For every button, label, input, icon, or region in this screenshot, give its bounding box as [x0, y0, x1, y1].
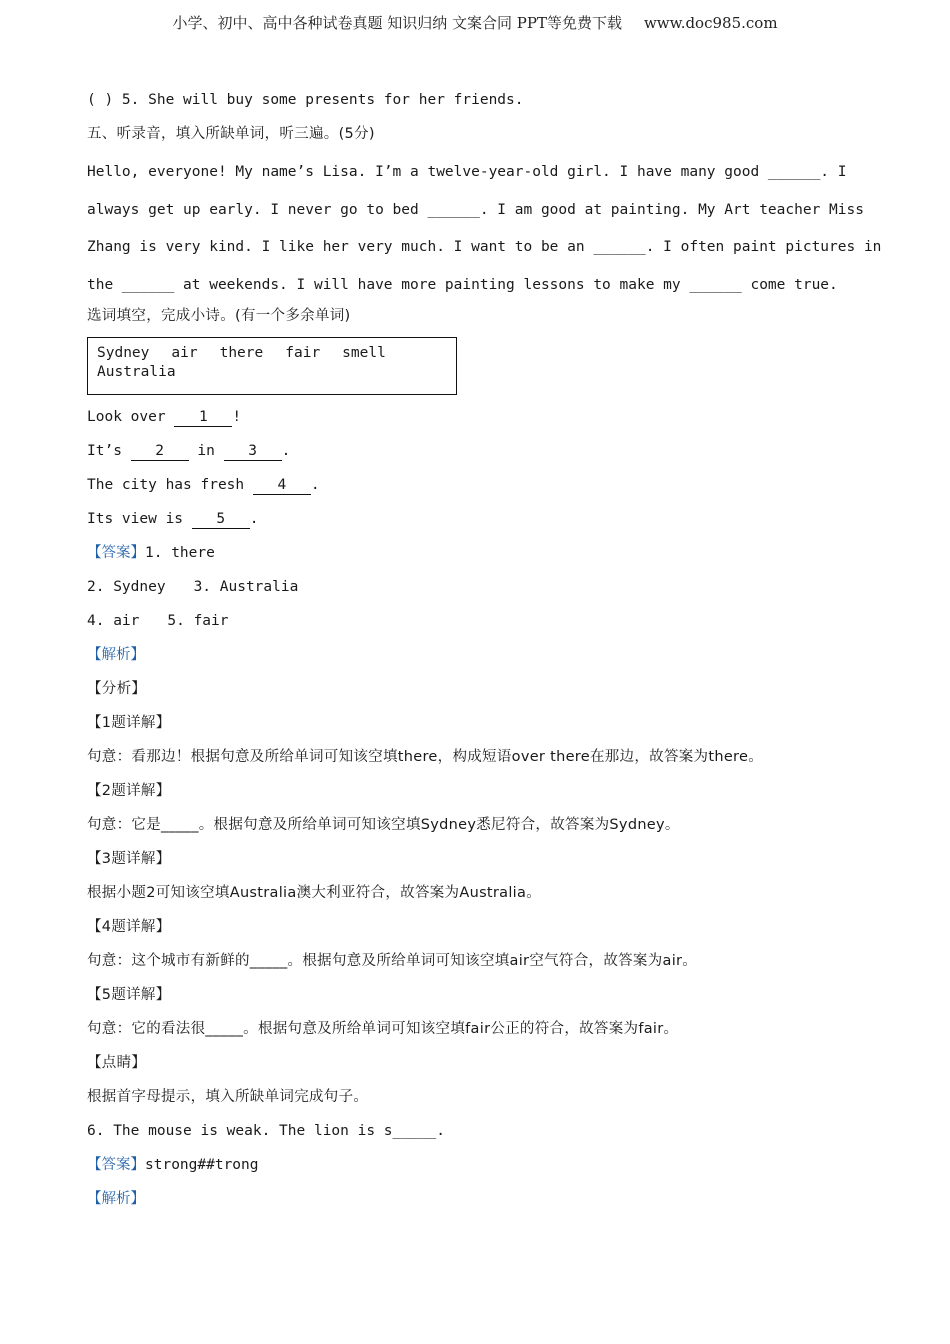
page-header	[0, 12, 950, 33]
detail-4-text: 句意：这个城市有新鲜的_____。根据句意及所给单词可知该空填air空气符合，故答案为air。	[87, 953, 698, 969]
poem-instruction: 选词填空，完成小诗。(有一个多余单词)	[87, 308, 351, 324]
poem-text: in	[188, 443, 224, 459]
poem	[87, 405, 862, 531]
analysis-tag: 【解析】	[87, 1191, 145, 1207]
passage-line-4: the ______ at weekends. I will have more painting lessons to make my ______ come true.	[87, 276, 838, 293]
next-instruction: 根据首字母提示，填入所缺单词完成句子。	[87, 1089, 369, 1105]
section-5-title: 五、听录音，填入所缺单词，听三遍。(5分)	[87, 126, 375, 142]
poem-text: .	[310, 477, 320, 493]
header-site: www.doc985.com	[643, 14, 778, 32]
q6-answer: strong##trong	[145, 1157, 259, 1173]
answer-4: 4. air	[87, 613, 140, 629]
poem-blank-4: 4	[253, 476, 311, 495]
word-fair: fair	[285, 345, 321, 361]
answer-line-3	[87, 609, 862, 633]
poem-text: Its view is	[87, 511, 192, 527]
q6-answer-line	[87, 1153, 862, 1177]
passage-line-3: Zhang is very kind. I like her very much. I want to be an ______. I often paint pictures in	[87, 239, 882, 255]
passage-line-1: Hello, everyone! My name’s Lisa. I’m a twelve-year-old girl. I have many good ______. I	[87, 164, 847, 180]
detail-4-title: 【4题详解】	[87, 919, 171, 935]
header-title: 小学、初中、高中各种试卷真题 知识归纳 文案合同 PPT等免费下载	[172, 14, 622, 32]
poem-text: Look over	[87, 409, 175, 425]
q6-analysis-heading	[87, 1187, 862, 1211]
question-5-statement: ( ) 5. She will buy some presents for her friends.	[87, 92, 524, 108]
poem-blank-2: 2	[131, 442, 189, 461]
poem-text: It’s	[87, 443, 131, 459]
question-6: 6. The mouse is weak. The lion is s_____.	[87, 1123, 445, 1139]
answer-1: 1. there	[145, 545, 215, 561]
detail-1-text: 句意：看那边！根据句意及所给单词可知该空填there，构成短语over there在那边，故答案为there。	[87, 749, 764, 765]
listening-passage	[87, 154, 882, 304]
poem-line-4	[87, 507, 862, 531]
detail-3-text: 根据小题2可知该空填Australia澳大利亚符合，故答案为Australia。	[87, 885, 541, 901]
detail-2-title: 【2题详解】	[87, 783, 171, 799]
word-australia: Australia	[97, 364, 176, 380]
poem-blank-3: 3	[224, 442, 282, 461]
poem-line-2	[87, 439, 862, 463]
answer-2: 2. Sydney	[87, 579, 166, 595]
poem-blank-5: 5	[192, 510, 250, 529]
answer-line-2	[87, 575, 862, 599]
document-content	[87, 88, 882, 1211]
answer-3: 3. Australia	[193, 579, 299, 595]
answer-line-1	[87, 541, 862, 565]
poem-text: The city has fresh	[87, 477, 253, 493]
answer-tag: 【答案】	[87, 1157, 145, 1173]
word-sydney: Sydney	[97, 345, 150, 361]
poem-line-1	[87, 405, 862, 429]
poem-line-3	[87, 473, 862, 497]
detail-1-title: 【1题详解】	[87, 715, 171, 731]
dianjing-heading: 【点睛】	[87, 1055, 147, 1071]
detail-5-title: 【5题详解】	[87, 987, 171, 1003]
analysis-heading	[87, 643, 862, 667]
answer-5: 5. fair	[167, 613, 229, 629]
detail-2-text: 句意：它是_____。根据句意及所给单词可知该空填Sydney悉尼符合，故答案为Sydney。	[87, 817, 680, 833]
detail-3-title: 【3题详解】	[87, 851, 171, 867]
word-air: air	[171, 345, 198, 361]
fenxi-heading: 【分析】	[87, 681, 147, 697]
word-there: there	[219, 345, 264, 361]
poem-blank-1: 1	[174, 408, 232, 427]
word-box	[87, 337, 457, 395]
word-smell: smell	[342, 345, 386, 361]
passage-line-2: always get up early. I never go to bed ______. I am good at painting. My Art teacher Miss	[87, 201, 864, 218]
poem-text: .	[281, 443, 291, 459]
detail-5-text: 句意：它的看法很_____。根据句意及所给单词可知该空填fair公正的符合，故答案为fair。	[87, 1021, 679, 1037]
poem-text: .	[249, 511, 259, 527]
answer-tag: 【答案】	[87, 545, 145, 561]
poem-text: !	[232, 409, 242, 425]
analysis-tag: 【解析】	[87, 647, 145, 663]
